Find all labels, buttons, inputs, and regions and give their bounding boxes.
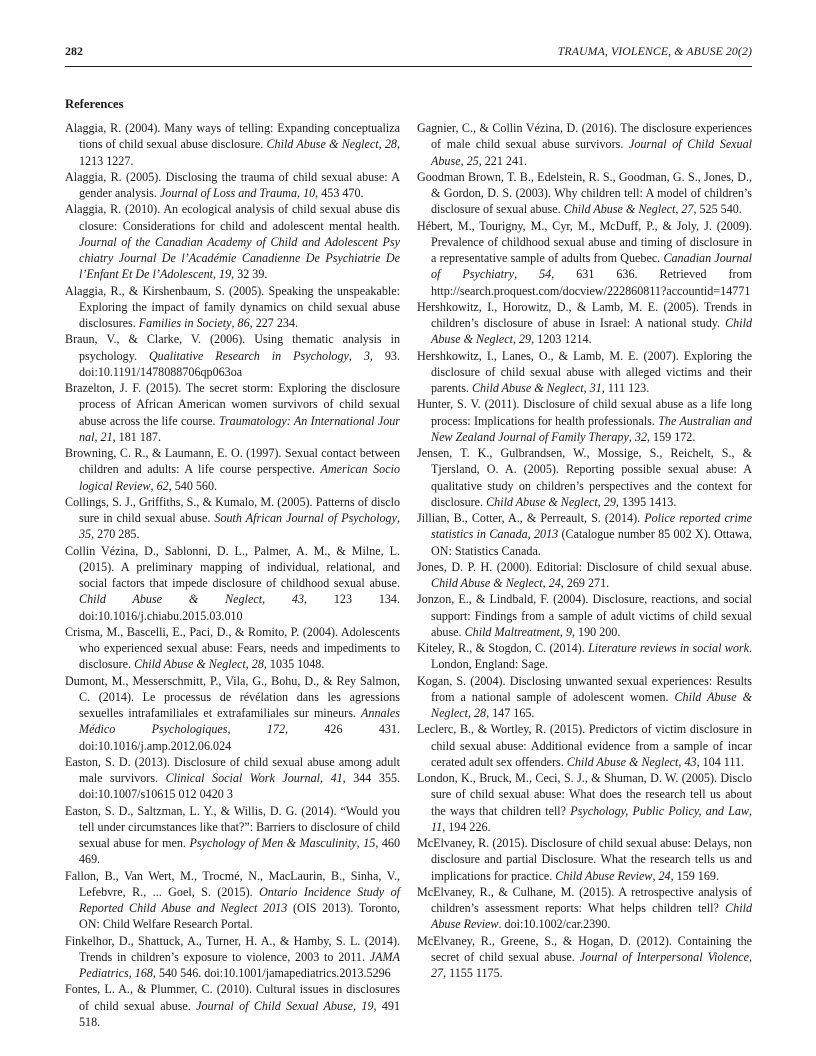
reference-italic-segment: Child Abuse & Neglect [563,202,676,217]
reference-text-segment: , [396,511,400,525]
reference-text-segment: , 1395 1413. [615,494,677,509]
reference-text-segment: Hershkowitz, I., Horowitz, D., & Lamb, M. E. (2005). Trends in children’s disclosure of abuse in Israel: A national study. [417,299,752,330]
reference-entry [65,624,400,673]
reference-entry [65,120,400,169]
reference-entry [65,380,400,445]
reference-italic-segment: 19 [361,998,374,1013]
reference-text-segment: , [748,803,752,818]
reference-italic-segment: Journal of Child Sexual Abuse [196,998,354,1013]
reference-text-segment: (Catalogue number 85 002 X). Ottawa, ON: Statistics Canada. [431,527,753,558]
reference-text-segment: , [542,576,549,590]
reference-entry [65,673,400,754]
reference-text-segment: , [652,868,659,883]
references-columns [65,120,752,1030]
reference-italic-segment: Journal of the Canadian Academy of Child and Adolescent Psy chiatry Journal De l’Académie Canadienne De Psychiatrie De l’Enfant Et De l’Adolescent [79,234,400,282]
reference-text-segment: , [245,657,252,672]
reference-text-segment: , [460,153,467,168]
reference-italic-segment: 29 [603,494,616,509]
reference-italic-segment: Child Abuse & Neglect [471,381,584,395]
reference-italic-segment: 41 [330,771,343,785]
reference-entry [417,770,752,835]
reference-entry [65,169,400,202]
reference-text-segment: Jones, D. P. H. (2000). Editorial: Disclosure of child sexual abuse. [417,559,752,574]
reference-text-segment: Kiteley, R., & Stogdon, C. (2014). [417,641,589,655]
reference-text-segment: , [348,348,364,363]
reference-entry [65,494,400,543]
reference-entry [417,218,752,299]
running-head [65,44,752,67]
reference-italic-segment: South African Journal of Psychology [214,511,397,525]
reference-text-segment: Jonzon, E., & Lindbald, F. (2004). Disclosure, reactions, and social support: Findings from a sample of adult victims of child sexual abuse. [417,592,752,639]
reference-text-segment: London, K., Bruck, M., Ceci, S. J., & Shuman, D. W. (2005). Disclo sure of child sexual abuse: What does the research tell us about the ways that children tell? [417,771,752,818]
reference-italic-segment: Journal of Child Sexual Abuse [431,137,753,168]
reference-entry [65,981,400,1030]
reference-text-segment: Browning, C. R., & Laumann, E. O. (1997). Sexual contact between children and adults: A life course perspective. [65,446,400,477]
reference-text-segment: , 147 165. [486,706,535,720]
reference-italic-segment: Families in Society [138,316,232,330]
reference-text-segment: , 270 285. [91,527,140,542]
reference-text-segment: , 491 518. [79,998,400,1029]
reference-entry [417,835,752,884]
references-column-left [65,120,400,1030]
reference-text-segment: , 1203 1214. [531,332,592,347]
reference-text-segment: . London, England: Sage. [431,641,753,672]
reference-text-segment: Jensen, T. K., Gulbrandsen, W., Mossige, S., Reichelt, S., & Tjersland, O. A. (2005). Reporting possible sexual abuse: A qualitative study on children’s perspectives and the context for disclosure. [417,446,752,509]
reference-italic-segment: 9 [565,624,572,639]
reference-entry [417,591,752,640]
reference-text-segment: , 460 469. [79,836,400,867]
reference-italic-segment: 25 [466,153,479,168]
reference-text-segment: , [262,592,292,607]
reference-italic-segment: Psychology of Men & Masculinity [189,836,357,850]
reference-entry [65,543,400,624]
reference-entry [65,331,400,380]
reference-text-segment: , 1155 1175. [443,966,503,980]
reference-entry [417,721,752,770]
reference-italic-segment: 62 [156,478,169,493]
reference-text-segment: , 123 134. doi:10.1016/j.chiabu.2015.03.010 [79,592,401,623]
page-number: 282 [65,44,83,58]
reference-text-segment: Hunter, S. V. (2011). Disclosure of child sexual abuse as a life long process: Implications for health professionals. [417,397,752,428]
reference-entry [417,559,752,592]
reference-italic-segment: Journal of Loss and Trauma [159,186,298,200]
reference-entry [65,445,400,494]
reference-text-segment: , 93. doi:10.1191/1478088706qp063oa [79,348,401,379]
reference-italic-segment: 15 [363,836,376,850]
reference-italic-segment: Child Abuse & Neglect [431,576,543,590]
reference-entry [417,445,752,510]
reference-text-segment: , [356,836,364,850]
reference-italic-segment: 24 [548,576,561,590]
reference-text-segment: McElvaney, R., Greene, S., & Hogan, D. (2012). Containing the secret of child sexual abuse. [417,933,752,964]
reference-text-segment: , [512,332,519,347]
reference-entry [417,120,752,169]
reference-text-segment: (OIS 2013). Toronto, ON: Child Welfare Research Portal. [79,901,400,932]
reference-italic-segment: 28 [384,137,397,152]
reference-italic-segment: Police reported crime statistics in Canada, 2013 [431,511,752,542]
reference-text-segment: , [94,429,101,444]
reference-italic-segment: Child Abuse Review [431,901,752,932]
reference-italic-segment: Psychology, Public Policy, and Law [570,803,749,818]
reference-entry [417,673,752,722]
reference-text-segment: Braun, V., & Clarke, V. (2006). Using thematic analysis in psychology. [65,332,400,363]
reference-entry [65,933,400,982]
reference-italic-segment: 10 [303,186,316,200]
reference-text-segment: , [128,966,135,980]
reference-italic-segment: 27 [431,966,444,980]
reference-italic-segment: 21 [100,429,113,444]
reference-text-segment: , [213,267,220,282]
reference-text-segment: , 159 172. [647,429,696,444]
reference-italic-segment: 35 [79,527,92,542]
reference-entry [417,640,752,673]
reference-italic-segment: Canadian Journal of Psychiatry [431,251,752,282]
reference-text-segment: , 104 111. [696,754,745,769]
reference-text-segment: , [597,494,604,509]
reference-italic-segment: Traumatology: An International Jour nal [79,413,401,444]
reference-text-segment: Hébert, M., Tourigny, M., Cyr, M., McDuff, P., & Joly, J. (2009). Prevalence of childhood sexual abuse and timing of disclosure in a representative sample of adults from Quebec. [417,218,752,265]
reference-italic-segment: 19 [219,267,232,282]
reference-italic-segment: Child Abuse & Neglect [134,657,246,672]
reference-entry [417,169,752,218]
reference-text-segment: , 221 241. [478,153,528,168]
reference-italic-segment: Child Abuse Review [555,868,653,883]
reference-italic-segment: Child Abuse & Neglect [486,494,598,509]
reference-text-segment: Easton, S. D., Saltzman, L. Y., & Willis, D. G. (2014). “Would you tell under circumstances like that?”: Barriers to disclosure of child sexual abuse for men. [65,803,400,850]
reference-italic-segment: Child Abuse & Neglect [79,592,263,607]
reference-italic-segment: 32 [634,429,647,444]
reference-entry [417,884,752,933]
reference-italic-segment: Child Maltreatment [464,624,560,639]
reference-text-segment: , [231,316,238,330]
reference-entry [65,201,400,282]
reference-italic-segment: Literature reviews in social work [588,641,749,655]
reference-text-segment: , 525 540. [693,202,742,217]
reference-text-segment: . doi:10.1002/car.2390. [498,917,611,932]
reference-text-segment: Alaggia, R. (2005). Disclosing the trauma of child sexual abuse: A gender analysis. [65,169,400,200]
reference-text-segment: , [297,186,304,200]
reference-italic-segment: 168 [134,966,153,980]
reference-text-segment: Hershkowitz, I., Lanes, O., & Lamb, M. E. (2007). Exploring the disclosure of child sexual abuse with alleged victims and their parents. [417,348,752,395]
reference-text-segment: , [150,478,157,493]
reference-text-segment: , [675,202,682,217]
reference-entry [417,396,752,445]
reference-text-segment: , 1213 1227. [79,137,400,168]
references-column-right [417,120,752,1030]
reference-text-segment: Collings, S. J., Griffiths, S., & Kumalo, M. (2005). Patterns of disclo sure in child sexual abuse. [65,494,400,525]
reference-text-segment: Jillian, B., Cotter, A., & Perreault, S. (2014). [417,511,645,525]
reference-text-segment: , 32 39. [231,267,268,282]
reference-italic-segment: Ontario Incidence Study of Reported Child Abuse and Neglect 2013 [79,884,400,915]
reference-entry [417,299,752,348]
reference-text-segment: , 159 169. [670,868,719,883]
reference-italic-segment: 11 [431,819,443,834]
reference-text-segment: Dumont, M., Messerschmitt, P., Vila, G., Bohu, D., & Rey Salmon, C. (2014). Le processus de révélation dans les agressions sexuelles intrafamiliales et extrafamiliales sur mineurs. [65,673,400,720]
reference-text-segment: , 194 226. [442,819,491,834]
reference-italic-segment: Child Abuse & Neglect [266,137,379,152]
reference-italic-segment: 3 [363,348,370,363]
journal-running-title: TRAUMA, VIOLENCE, & ABUSE 20(2) [557,44,752,58]
reference-text-segment: Gagnier, C., & Collin Vézina, D. (2016). The disclosure experiences of male child sexual abuse survivors. [417,121,752,152]
reference-text-segment: McElvaney, R., & Culhane, M. (2015). A retrospective analysis of children’s assessment reports: What helps children tell? [417,884,752,915]
reference-text-segment: , [467,706,474,720]
reference-italic-segment: 31 [589,381,602,395]
reference-text-segment: Kogan, S. (2004). Disclosing unwanted sexual experiences: Results from a national sample of adolescent women. [417,673,752,704]
reference-text-segment: , [583,381,590,395]
reference-text-segment: Brazelton, J. F. (2015). The secret storm: Exploring the disclosure process of African American women survivors of child sexual abuse across the life course. [65,381,400,428]
reference-text-segment: , 426 431. doi:10.1016/j.amp.2012.06.024 [79,722,401,753]
reference-entry [417,348,752,397]
reference-italic-segment: 43 [684,754,697,769]
reference-italic-segment: 54 [539,267,552,282]
reference-text-segment: Leclerc, B., & Wortley, R. (2015). Predictors of victim disclosure in child sexual abuse: Additional evidence from a sample of incar cerated adult sex offenders. [417,722,752,769]
reference-text-segment: Finkelhor, D., Shattuck, A., Turner, H. A., & Hamby, S. L. (2014). Trends in children’s exposure to violence, 2003 to 2011. [65,933,400,964]
reference-italic-segment: 28 [473,706,487,720]
reference-text-segment: McElvaney, R. (2015). Disclosure of child sexual abuse: Delays, non disclosure and partial Disclosure. What the research tells us and implications for practice. [417,836,752,883]
reference-italic-segment: Child Abuse & Neglect [431,316,752,347]
reference-text-segment: Alaggia, R. (2010). An ecological analysis of child sexual abuse dis closure: Considerations for child and adolescent mental health. [65,202,400,233]
reference-text-segment: , [320,771,331,785]
reference-text-segment: , [678,754,685,769]
reference-text-segment: , [559,624,566,639]
reference-entry [65,868,400,933]
reference-text-segment: Crisma, M., Bascelli, E., Paci, D., & Romito, P. (2004). Adolescents who experienced sexual abuse: Fears, needs and impediments to disclosure. [65,624,400,672]
reference-italic-segment: 86 [237,316,250,330]
reference-italic-segment: Qualitative Research in Psychology [148,348,349,363]
reference-entry [65,754,400,803]
reference-text-segment: Fallon, B., Van Wert, M., Trocmé, N., MacLaurin, B., Sinha, V., Lefebvre, R., ... Goel, S. (2015). [65,868,400,899]
reference-text-segment: , 190 200. [571,624,621,639]
reference-text-segment: , 344 355. doi:10.1007/s10615 012 0420 3 [79,771,401,802]
reference-text-segment: , [378,137,385,152]
reference-italic-segment: Child Abuse & Neglect [431,689,752,720]
reference-italic-segment: 172 [266,722,286,737]
reference-text-segment: Alaggia, R. (2004). Many ways of telling: Expanding conceptualiza tions of child sexual abuse disclosure. [65,121,400,152]
reference-text-segment: , [748,949,753,964]
reference-text-segment: , [628,429,635,444]
reference-text-segment: , 453 470. [315,186,364,200]
reference-text-segment: , [353,998,362,1013]
reference-entry [65,283,400,332]
reference-italic-segment: 28 [251,657,264,672]
reference-italic-segment: JAMA Pediatrics [79,949,400,980]
reference-text-segment: Easton, S. D. (2013). Disclosure of child sexual abuse among adult male survivors. [65,754,400,785]
reference-text-segment: Goodman Brown, T. B., Edelstein, R. S., Goodman, G. S., Jones, D., & Gordon, D. S. (2003). Why children tell: A model of children’s disclosure of sexual abuse. [417,169,752,217]
reference-italic-segment: American Socio logical Review [79,462,400,493]
reference-text-segment: , 181 187. [112,429,161,444]
reference-italic-segment: 29 [519,332,532,347]
reference-text-segment: , 540 546. doi:10.1001/jamapediatrics.2013.5296 [152,966,391,980]
reference-text-segment: Alaggia, R., & Kirshenbaum, S. (2005). Speaking the unspeakable: Exploring the impact of family dynamics on child sexual abuse disclosures. [65,283,400,330]
reference-italic-segment: Child Abuse & Neglect [566,754,679,769]
reference-entry [65,803,400,868]
reference-entry [417,510,752,559]
reference-italic-segment: 43 [291,592,305,607]
reference-text-segment: , 111 123. [601,381,650,395]
reference-entry [417,933,752,982]
reference-italic-segment: The Australian and New Zealand Journal of Family Therapy [431,413,752,444]
reference-italic-segment: Journal of Interpersonal Violence [579,949,749,964]
reference-text-segment: , [227,722,267,737]
reference-text-segment: , 1035 1048. [263,657,325,672]
reference-italic-segment: 27 [681,202,694,217]
reference-text-segment: , 540 560. [168,478,218,493]
reference-text-segment: , 269 271. [560,576,610,590]
reference-text-segment: , 631 636. Retrieved from http://search.proquest.com/docview/222860811?accountid=14771 [431,267,752,298]
reference-italic-segment: 24 [658,868,671,883]
reference-text-segment: , [514,267,540,282]
reference-text-segment: Collin Vézina, D., Sablonni, D. L., Palmer, A. M., & Milne, L. (2015). A preliminary mapping of individual, relational, and social factors that impede disclosure of childhood sexual abuse. [65,543,400,590]
reference-italic-segment: Clinical Social Work Journal [165,771,321,785]
reference-italic-segment: Annales Médico Psychologiques [79,706,400,737]
reference-text-segment: Fontes, L. A., & Plummer, C. (2010). Cultural issues in disclosures of child sexual abuse. [65,982,400,1013]
references-heading: References [65,97,124,111]
reference-text-segment: , 227 234. [249,316,299,330]
